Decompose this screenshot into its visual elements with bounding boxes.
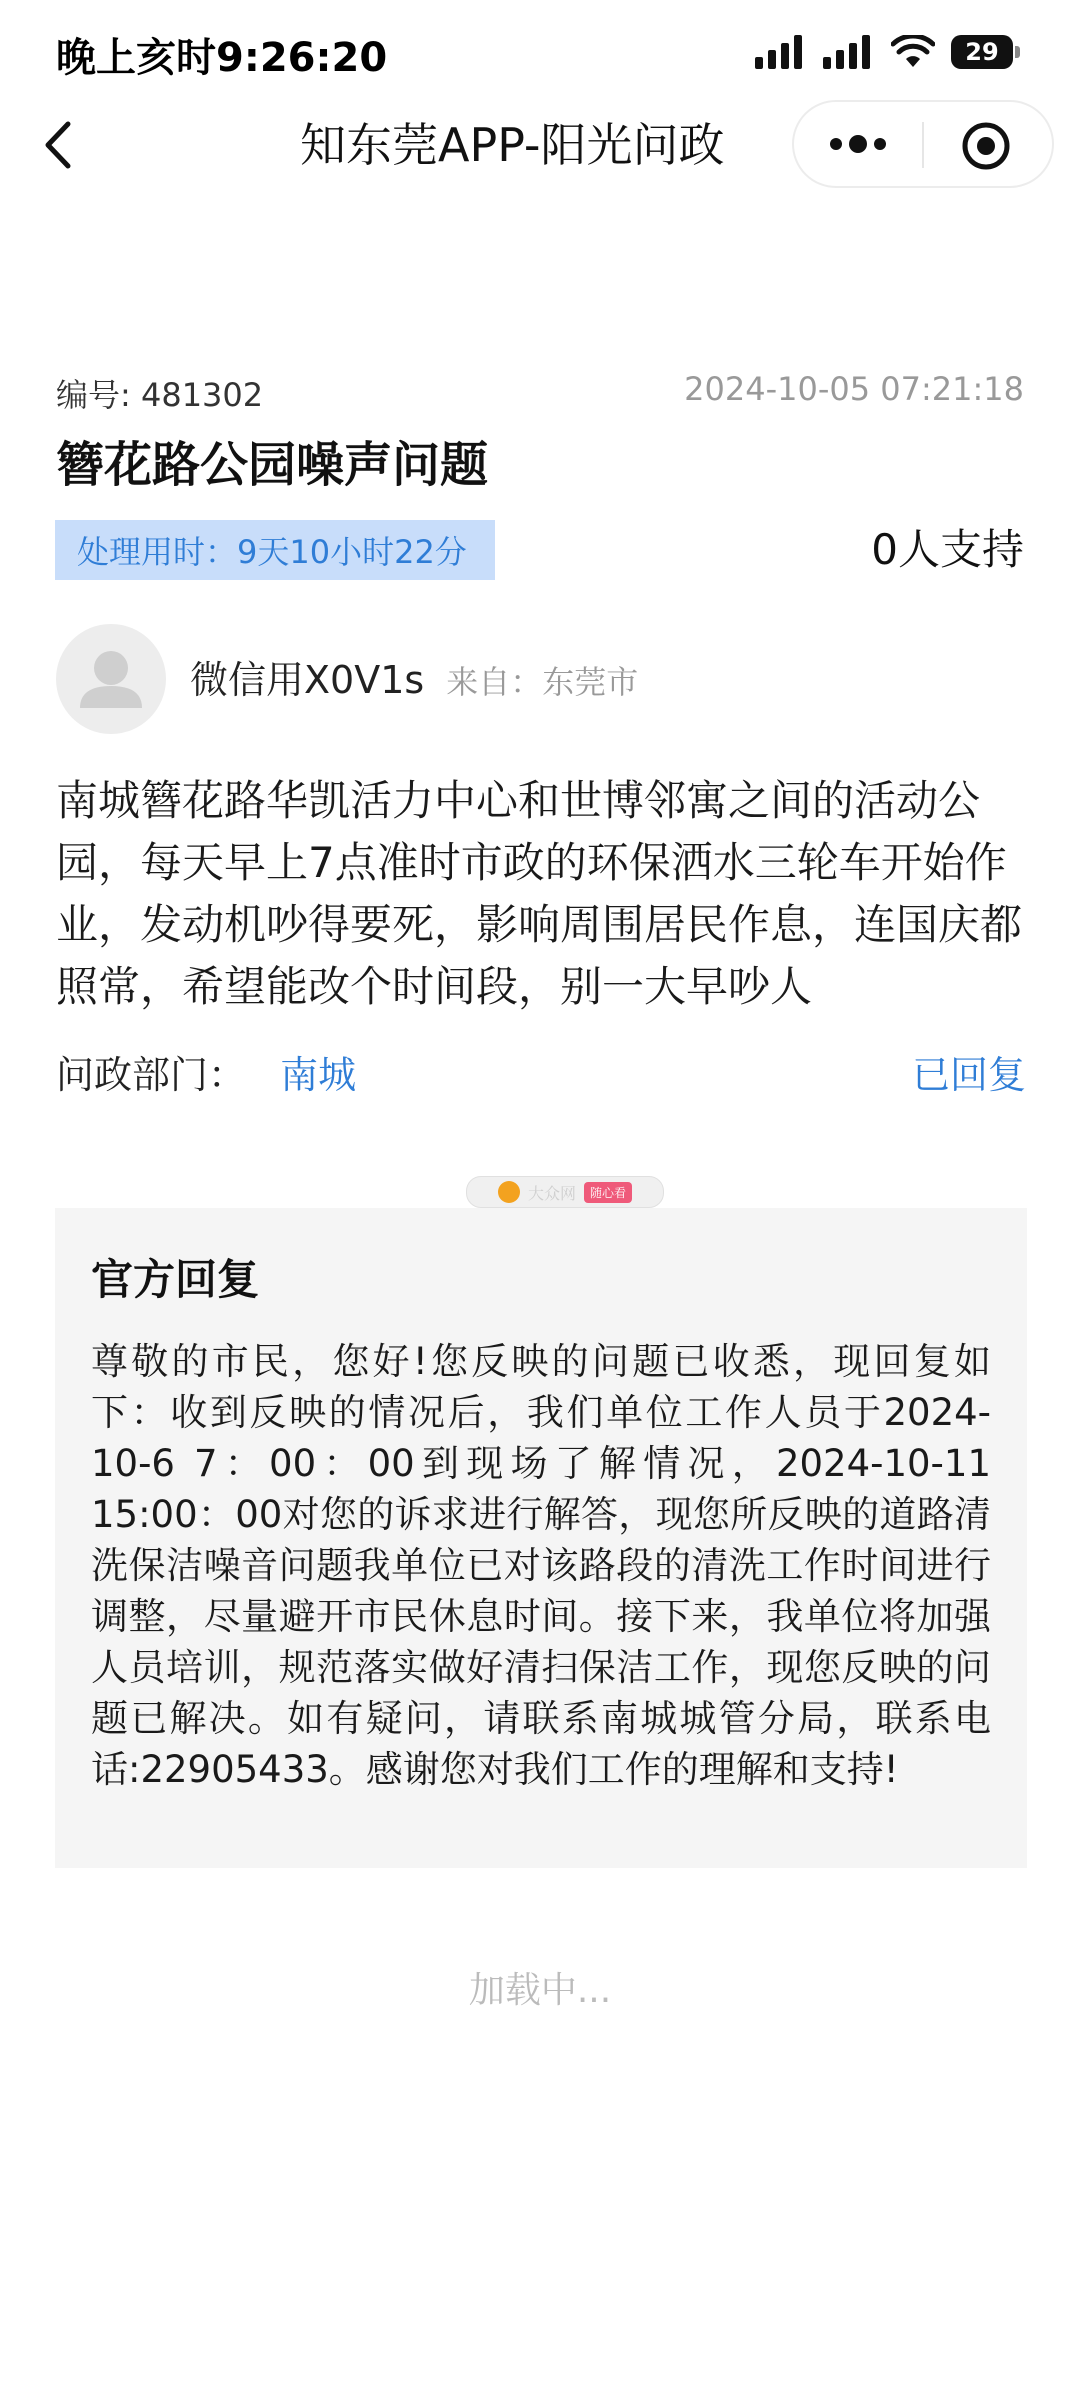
capsule-divider [922, 122, 924, 168]
issue-number-label: 编号: [56, 376, 131, 414]
back-button[interactable] [34, 114, 84, 176]
user-name: 微信用X0V1s [190, 658, 425, 702]
support-count[interactable]: 0人支持 [871, 525, 1024, 574]
user-from: 来自：东莞市 [446, 663, 639, 701]
watermark-text: 大众网 [527, 1183, 576, 1203]
department-row [56, 1045, 1026, 1105]
more-button[interactable] [822, 122, 894, 166]
watermark [466, 1176, 664, 1208]
status-time: 晚上亥时9:26:20 [56, 35, 388, 81]
watermark-logo-icon [498, 1181, 520, 1203]
page-title: 知东莞APP-阳光问政 [300, 118, 725, 172]
loading-indicator: 加载中... [468, 1970, 612, 2011]
target-close-icon [960, 120, 1012, 172]
signal-icon [755, 35, 807, 69]
official-reply-card [55, 1208, 1027, 1868]
wifi-icon [891, 35, 935, 69]
department-label: 问政部门： [56, 1053, 247, 1097]
more-dots-icon [822, 122, 894, 166]
default-user-icon [56, 624, 166, 734]
reply-status: 已回复 [911, 1053, 1026, 1097]
issue-number: 481302 [140, 376, 264, 414]
watermark-badge: 随心看 [584, 1182, 632, 1203]
issue-date: 2024-10-05 07:21:18 [684, 370, 1024, 408]
status-bar [0, 0, 1080, 100]
user-name-row [190, 650, 638, 710]
issue-content: 南城簪花路华凯活力中心和世博邻寓之间的活动公园，每天早上7点准时市政的环保洒水三轮车开始作业，发动机吵得要死，影响周围居民作息，连国庆都照常，希望能改个时间段，别一大早吵人 [56, 776, 1023, 1011]
official-reply-heading: 官方回复 [91, 1255, 260, 1304]
signal-icon-2 [823, 35, 875, 69]
department-link[interactable]: 南城 [280, 1053, 357, 1097]
battery-level: 29 [951, 35, 1013, 69]
status-icons [755, 30, 1020, 74]
issue-meta [56, 370, 1024, 414]
official-reply-text: 尊敬的市民，您好!您反映的问题已收悉，现回复如下：收到反映的情况后，我们单位工作人员于2024-10-6 7：00：00到现场了解情况，2024-10-11 15:00：00对您的诉求进行解答，现您所反映的道路清洗保洁噪音问题我单位已对该路段的清洗工作时间进行调整，尽量避开市民休息时间。接下来，我单位将加强人员培训，规范落实做好清扫保洁工作，现您反映的问题已解决。如有疑问，请联系南城城管分局，联系电话:22905433。感谢您对我们工作的理解和支持! [91, 1340, 991, 1791]
issue-title: 簪花路公园噪声问题 [56, 437, 489, 493]
chevron-left-icon [34, 114, 84, 176]
duration-badge: 处理用时：9天10小时22分 [55, 520, 495, 580]
battery-icon [951, 35, 1020, 69]
nav-bar [0, 100, 1080, 190]
avatar [56, 624, 166, 734]
close-program-button[interactable] [960, 120, 1012, 172]
mini-program-capsule [792, 100, 1054, 188]
